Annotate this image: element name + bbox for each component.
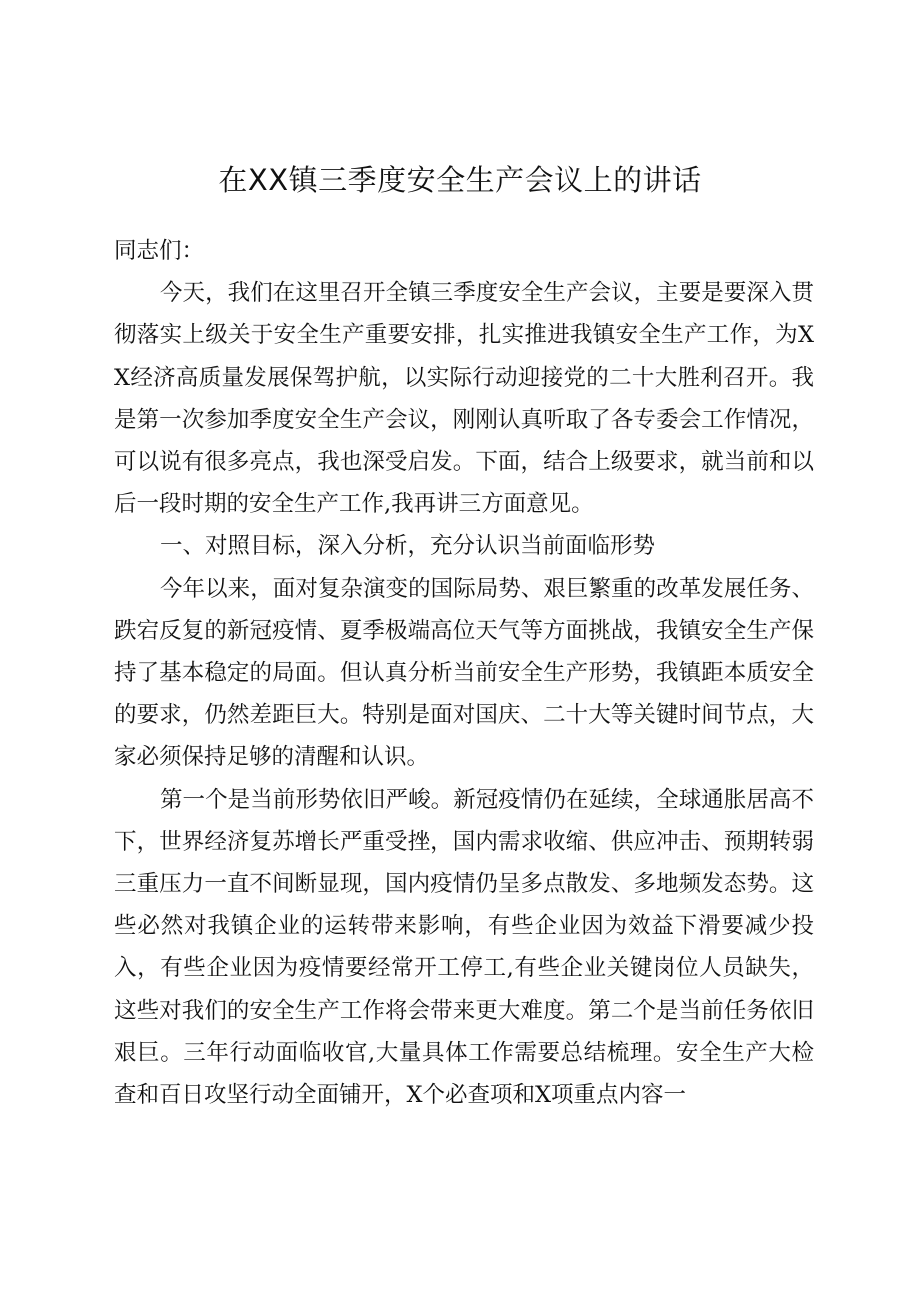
document-body <box>114 230 814 1116</box>
salutation: 同志们： <box>114 238 205 264</box>
paragraph-situation: 今年以来，面对复杂演变的国际局势、艰巨繁重的改革发展任务、跌宕反复的新冠疫情、夏季极端高位天气等方面挑战，我镇安全生产保持了基本稳定的局面。但认真分析当前安全生产形势，我镇距本质安全的要求，仍然差距巨大。特别是面对国庆、二十大等关键时间节点，大家必须保持足够的清醒和认识。 <box>114 575 814 771</box>
document-title: 在XX镇三季度安全生产会议上的讲话 <box>218 163 702 197</box>
section-heading-1: 一、对照目标，深入分析，充分认识当前面临形势 <box>160 533 656 560</box>
paragraph-intro: 今天，我们在这里召开全镇三季度安全生产会议，主要是要深入贯彻落实上级关于安全生产重要安排，扎实推进我镇安全生产工作，为XX经济高质量发展保驾护航，以实际行动迎接党的二十大胜利召开。我是第一次参加季度安全生产会议，刚刚认真听取了各专委会工作情况，可以说有很多亮点，我也深受启发。下面，结合上级要求，就当前和以后一段时期的安全生产工作,我再讲三方面意见。 <box>114 280 814 518</box>
paragraph-first-point: 第一个是当前形势依旧严峻。新冠疫情仍在延续，全球通胀居高不下，世界经济复苏增长严重受挫，国内需求收缩、供应冲击、预期转弱三重压力一直不间断显现，国内疫情仍呈多点散发、多地频发态势。这些必然对我镇企业的运转带来影响，有些企业因为效益下滑要减少投入，有些企业因为疫情要经常开工停工,有些企业关键岗位人员缺失，这些对我们的安全生产工作将会带来更大难度。第二个是当前任务依旧艰巨。三年行动面临收官,大量具体工作需要总结梳理。安全生产大检查和百日攻坚行动全面铺开，X个必查项和X项重点内容一 <box>114 786 814 1109</box>
